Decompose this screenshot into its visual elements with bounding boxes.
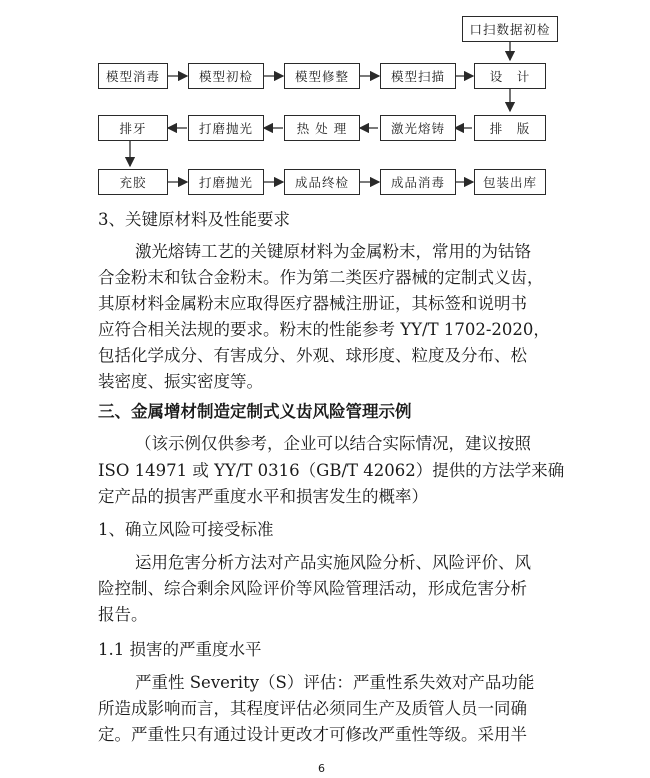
- paragraph-line: 运用危害分析方法对产品实施风险分析、风险评价、风: [135, 553, 531, 572]
- section-heading-materials: 3、关键原材料及性能要求: [98, 210, 290, 229]
- paragraph-line: （该示例仅供参考，企业可以结合实际情况，建议按照: [135, 434, 531, 453]
- paragraph-line: 合金粉末和钛合金粉末。作为第二类医疗器械的定制式义齿，: [98, 268, 544, 287]
- paragraph-line: 激光熔铸工艺的关键原材料为金属粉末，常用的为钴铬: [135, 242, 531, 261]
- paragraph-line: 定产品的损害严重度水平和损害发生的概率）: [98, 487, 428, 506]
- box-model-check: 模型初检: [188, 63, 264, 89]
- box-remove-teeth: 排牙: [98, 115, 168, 141]
- paragraph-line: 严重性 Severity（S）评估：严重性系失效对产品功能: [135, 673, 535, 692]
- paragraph-line: 装密度、振实密度等。: [98, 372, 263, 391]
- box-final-check: 成品终检: [284, 169, 360, 195]
- box-polish-1: 打磨抛光: [188, 115, 264, 141]
- box-design: 设 计: [474, 63, 546, 89]
- box-model-disinfect: 模型消毒: [98, 63, 168, 89]
- box-laser-cast: 激光熔铸: [380, 115, 456, 141]
- paragraph-line: 其原材料金属粉末应取得医疗器械注册证，其标签和说明书: [98, 294, 527, 313]
- box-heat-treat: 热 处 理: [284, 115, 360, 141]
- paragraph-line: 包括化学成分、有害成分、外观、球形度、粒度及分布、松: [98, 346, 527, 365]
- subheading-severity: 1.1 损害的严重度水平: [98, 640, 262, 659]
- paragraph-line: ISO 14971 或 YY/T 0316（GB/T 42062）提供的方法学来确: [98, 461, 565, 480]
- box-model-scan: 模型扫描: [380, 63, 456, 89]
- box-model-trim: 模型修整: [284, 63, 360, 89]
- box-scan-check: 口扫数据初检: [462, 16, 558, 42]
- paragraph-line: 所造成影响而言，其程度评估必须同生产及质管人员一同确: [98, 699, 527, 718]
- box-final-disinfect: 成品消毒: [380, 169, 456, 195]
- box-fill-glue: 充胶: [98, 169, 168, 195]
- paragraph-line: 应符合相关法规的要求。粉末的性能参考 YY/T 1702-2020，: [98, 320, 550, 339]
- box-polish-2: 打磨抛光: [188, 169, 264, 195]
- paragraph-line: 定。严重性只有通过设计更改才可修改严重性等级。采用半: [98, 725, 527, 744]
- paragraph-line: 报告。: [98, 605, 148, 624]
- box-layout: 排 版: [474, 115, 546, 141]
- page-number: 6: [318, 762, 325, 775]
- section-heading-risk: 三、金属增材制造定制式义齿风险管理示例: [98, 402, 412, 421]
- paragraph-line: 险控制、综合剩余风险评价等风险管理活动，形成危害分析: [98, 579, 527, 598]
- box-pack-ship: 包装出库: [474, 169, 546, 195]
- subheading-acceptance: 1、确立风险可接受标准: [98, 520, 274, 539]
